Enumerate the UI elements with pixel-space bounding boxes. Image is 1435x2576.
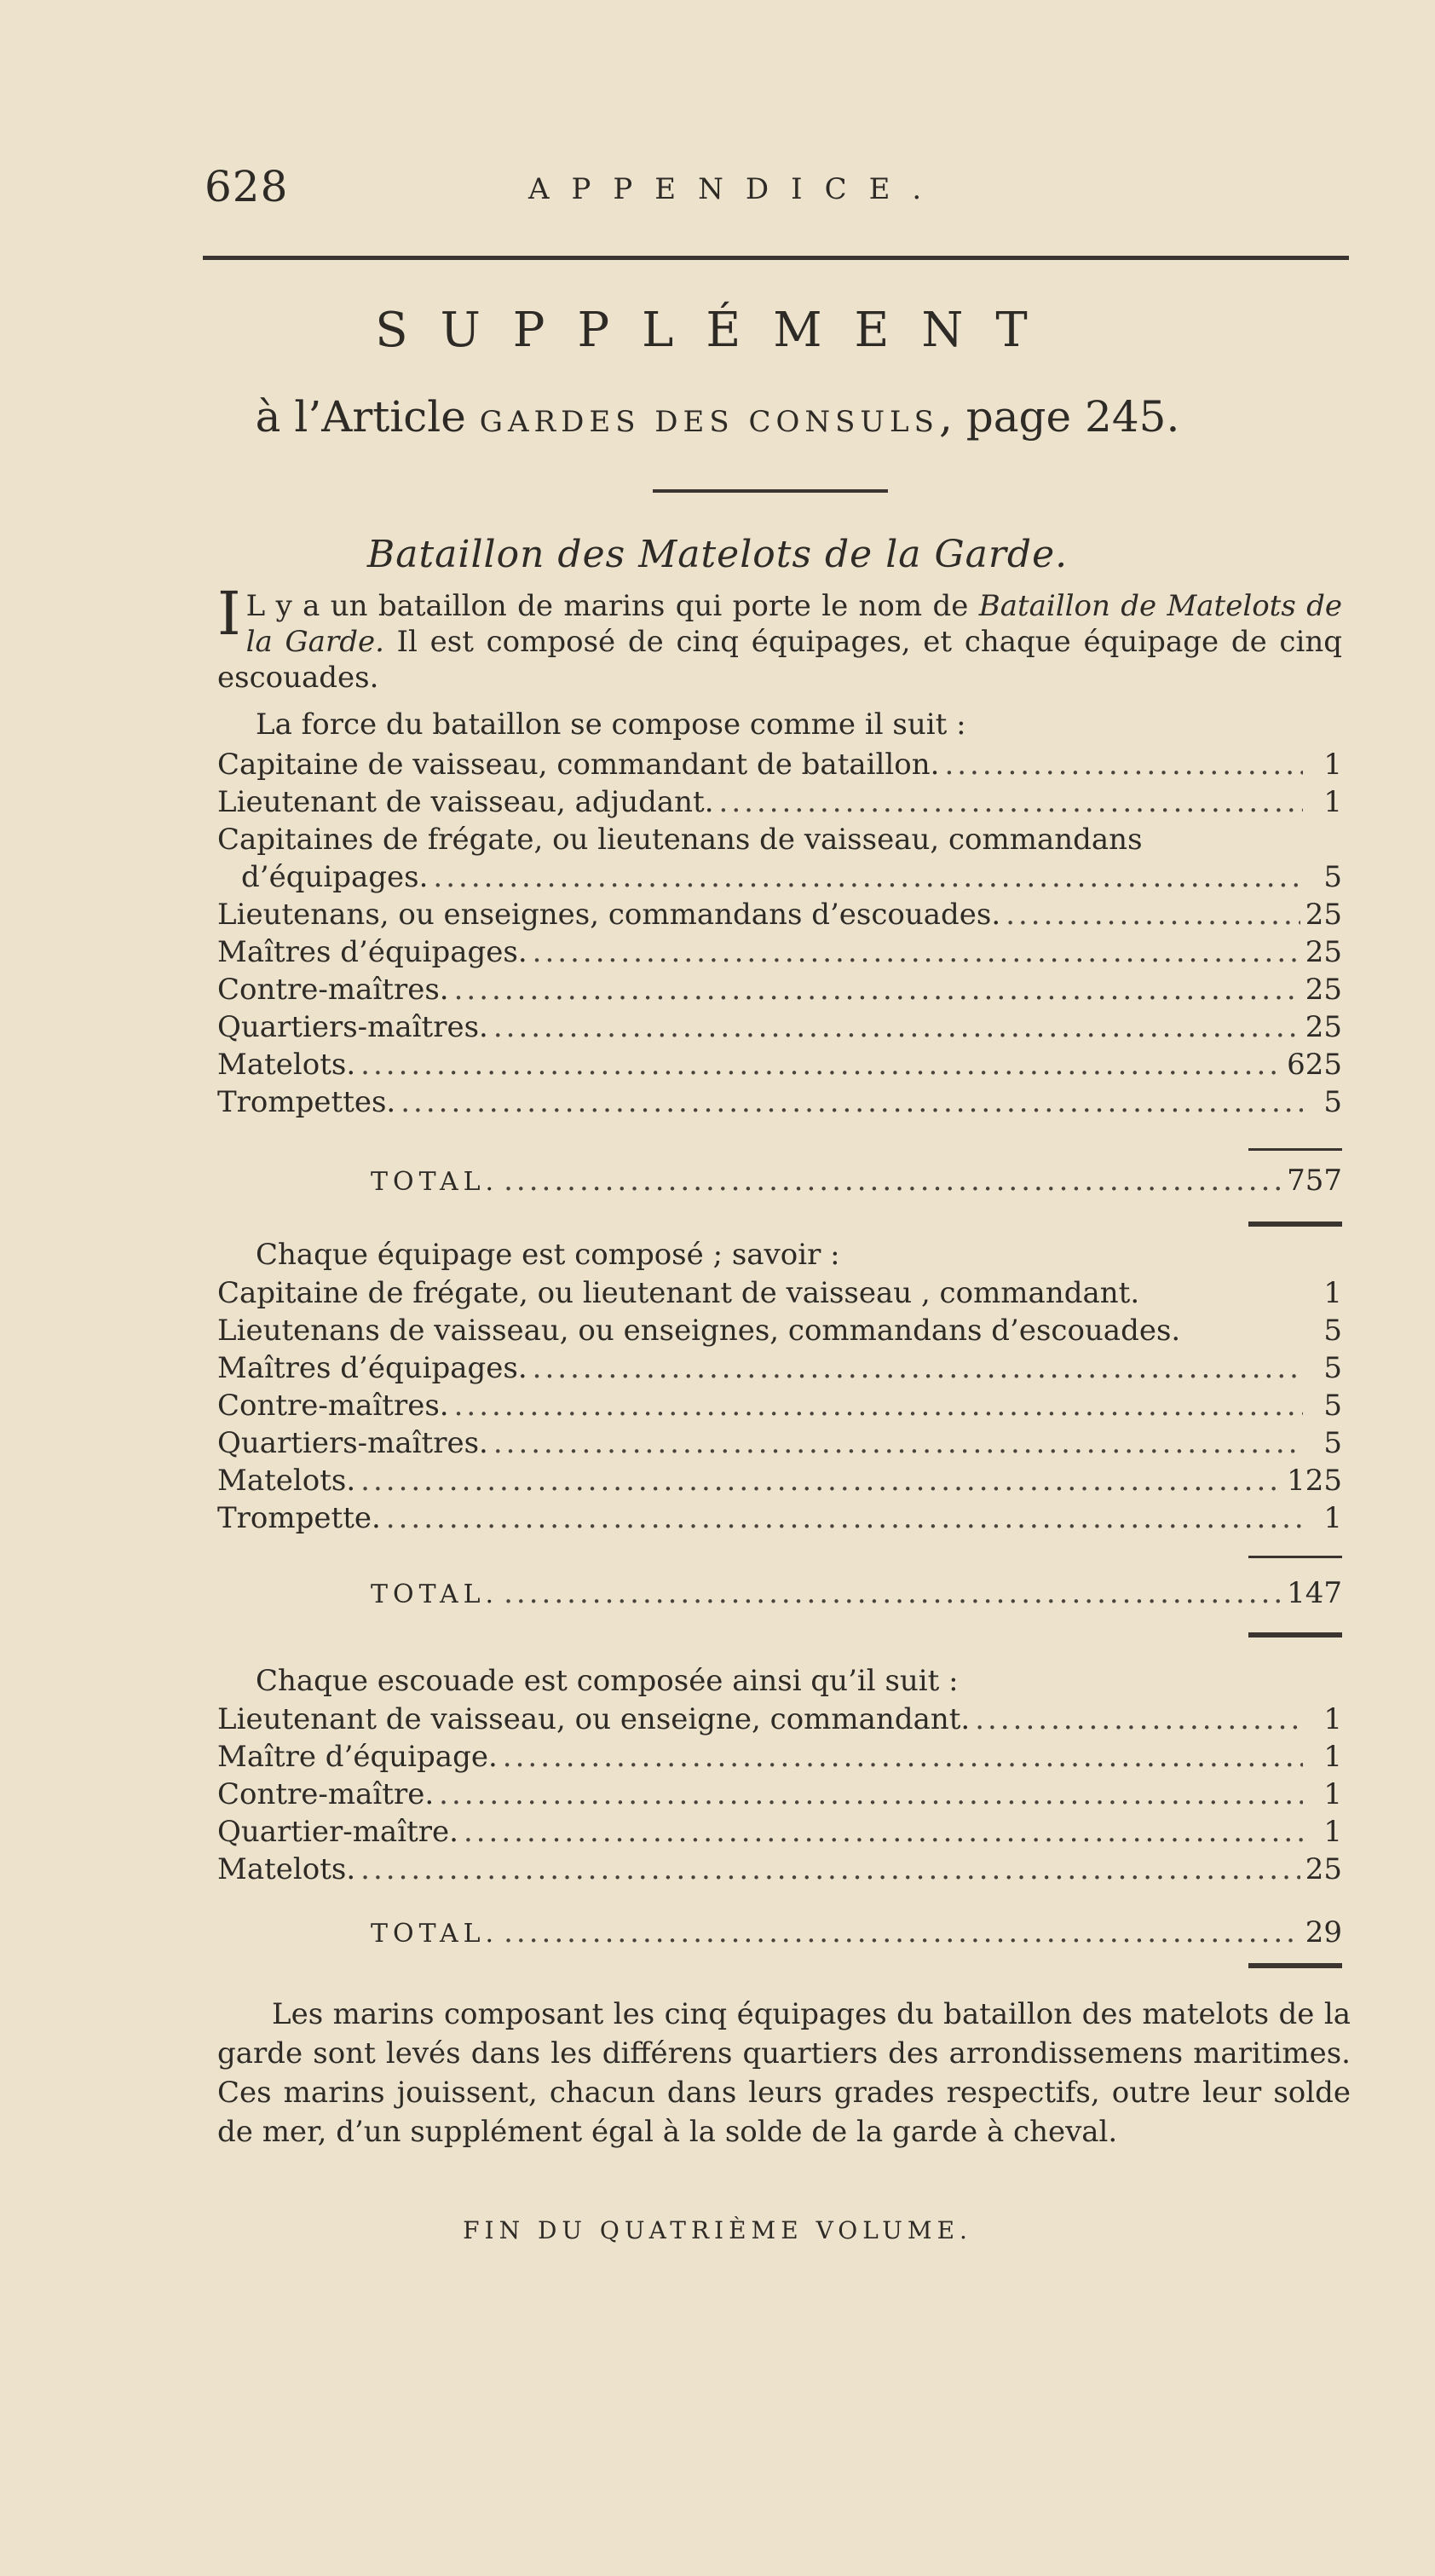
list-item: Maîtres d’équipages. ..... 25 xyxy=(217,935,1342,973)
intro-text-end: Il est composé de cinq équipages, et chaque équipage de cinq escouades. xyxy=(217,625,1342,695)
title-rule xyxy=(653,489,888,493)
intro-italic-name: Bataillon de Matelots de la Garde. xyxy=(245,589,1342,659)
list-item: Matelots. ..... 25 xyxy=(217,1852,1342,1890)
list-item: Lieutenant de vaisseau, ou enseigne, commandant. ..... 1 xyxy=(217,1702,1342,1740)
list-item: Lieutenans de vaisseau, ou enseignes, commandans d’escouades. 5 xyxy=(217,1314,1342,1348)
list-item: Maîtres d’équipages. ..... 5 xyxy=(217,1351,1342,1389)
end-of-volume: FIN DU QUATRIÈME VOLUME. xyxy=(463,2216,972,2244)
subtitle-suffix: , page 245. xyxy=(938,392,1180,442)
list-item: Contre-maître. ..... 1 xyxy=(217,1777,1342,1815)
running-title: APPENDICE. xyxy=(528,172,944,206)
subtitle-prefix: à l’Article xyxy=(255,392,480,442)
total-row: TOTAL. ..... 757 xyxy=(217,1164,1342,1201)
list-item: Quartier-maître. ..... 1 xyxy=(217,1815,1342,1852)
page-number: 628 xyxy=(205,162,289,211)
list-item: Trompette. ..... 1 xyxy=(217,1501,1342,1539)
drop-cap: I xyxy=(217,579,241,649)
subtitle-article-name: GARDES DES CONSULS xyxy=(479,405,939,439)
intro-paragraph xyxy=(217,579,1342,696)
list-item: d’équipages. ..... 5 xyxy=(217,860,1342,898)
equipage-intro: Chaque équipage est composé ; savoir : xyxy=(256,1238,840,1272)
list-item: Matelots. ..... 625 xyxy=(217,1048,1342,1085)
force-intro-line: La force du bataillon se compose comme il suit : xyxy=(256,708,966,742)
list-item: Matelots. ..... 125 xyxy=(217,1464,1342,1501)
page-header xyxy=(205,162,1351,222)
list-item: Quartiers-maîtres. ..... 25 xyxy=(217,1010,1342,1048)
list-item: Trompettes. ..... 5 xyxy=(217,1085,1342,1123)
intro-text-start: L y a un bataillon de marins qui porte le nom de xyxy=(245,589,979,623)
sum-rule xyxy=(1248,1556,1342,1558)
closing-paragraph: Les marins composant les cinq équipages du bataillon des matelots de la garde sont levés dans les différens quartiers des arrondissemens maritimes. Ces marins jouissent, chacun dans leurs grades respectifs, outre leur solde de mer, d’un supplément égal à la solde de la garde à cheval. xyxy=(217,1997,1351,2149)
sum-rule xyxy=(1248,1148,1342,1151)
list-item: Lieutenans, ou enseignes, commandans d’escouades. ..... 25 xyxy=(217,898,1342,935)
header-rule xyxy=(203,256,1349,260)
list-item: Contre-maîtres. ..... 25 xyxy=(217,973,1342,1010)
list-item: Lieutenant de vaisseau, adjudant. ..... 1 xyxy=(217,785,1342,823)
list-item: Capitaines de frégate, ou lieutenans de vaisseau, commandans xyxy=(217,823,1143,857)
section-heading: Bataillon des Matelots de la Garde. xyxy=(366,533,1069,576)
list-item: Contre-maîtres. ..... 5 xyxy=(217,1389,1342,1426)
list-item: Quartiers-maîtres. ..... 5 xyxy=(217,1426,1342,1464)
list-item: Maître d’équipage. ..... 1 xyxy=(217,1740,1342,1777)
total-rule xyxy=(1248,1222,1342,1227)
supplement-subtitle xyxy=(0,392,1435,442)
list-item: Capitaine de vaisseau, commandant de bataillon. ..... 1 xyxy=(217,748,1342,785)
list-item: Capitaine de frégate, ou lieutenant de vaisseau , commandant. 1 xyxy=(217,1276,1342,1310)
supplement-title: SUPPLÉMENT xyxy=(375,303,1060,358)
total-rule xyxy=(1248,1963,1342,1968)
escouade-intro: Chaque escouade est composée ainsi qu’il suit : xyxy=(256,1664,959,1698)
total-row: TOTAL. ..... 29 xyxy=(217,1915,1342,1953)
total-rule xyxy=(1248,1632,1342,1637)
total-row: TOTAL. ..... 147 xyxy=(217,1576,1342,1614)
